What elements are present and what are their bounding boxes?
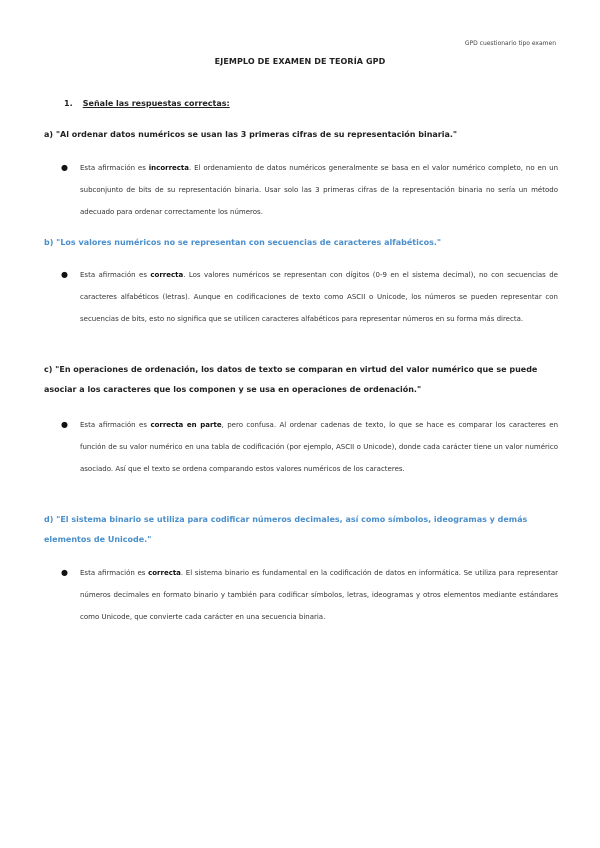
answer-c-key: correcta en parte — [150, 421, 222, 429]
answer-c-pre: Esta afirmación es — [80, 421, 151, 429]
bullet-icon: ● — [61, 163, 68, 172]
bullet-icon: ● — [61, 420, 68, 429]
answer-a-key: incorrecta — [148, 164, 189, 172]
question-c: c) "En operaciones de ordenación, los datos de texto se comparan en virtud del valor numérico que se puede asociar a los caracteres que los componen y se usa en operaciones de ordenación." — [44, 365, 538, 394]
answer-d — [61, 562, 558, 628]
answer-b-key: correcta — [150, 271, 184, 279]
bullet-icon: ● — [61, 568, 68, 577]
answer-a-post: . El ordenamiento de datos numéricos generalmente se basa en el valor numérico completo, no en un subconjunto de bits de su representación binaria. Usar solo las 3 primeras cifras de la representación binaria no sería un método adecuado para ordenar correctamente los números. — [80, 164, 559, 216]
question-d: d) "El sistema binario se utiliza para codificar números decimales, así como símbolos, ideogramas y demás elementos de Unicode." — [44, 515, 528, 544]
section-heading — [64, 99, 230, 108]
question-b: b) "Los valores numéricos no se representan con secuencias de caracteres alfabéticos." — [44, 238, 442, 247]
bullet-icon: ● — [61, 270, 68, 279]
page-title: EJEMPLO DE EXAMEN DE TEORÍA GPD — [214, 57, 386, 66]
answer-a — [61, 157, 559, 223]
answer-d-post: . El sistema binario es fundamental en la codificación de datos en informática. Se utiliza para representar números decimales en formato binario y también para codificar símbolos, letras, ideogramas y otros elementos mediante estándares como Unicode, que convierte cada carácter en una secuencia binaria. — [80, 569, 558, 621]
section-label: Señale las respuestas correctas: — [82, 99, 230, 108]
answer-a-pre: Esta afirmación es — [80, 164, 149, 172]
question-a: a) "Al ordenar datos numéricos se usan las 3 primeras cifras de su representación binaria." — [44, 130, 458, 139]
answer-b — [61, 264, 558, 330]
answer-c — [61, 414, 559, 480]
answer-c-post: , pero confusa. Al ordenar cadenas de texto, lo que se hace es comparar los caracteres en función de su valor numérico en una tabla de codificación (por ejemplo, ASCII o Unicode), donde cada carácter tiene un valor numérico asociado. Así que el texto se ordena comparando estos valores numéricos de los caracteres. — [80, 421, 559, 473]
answer-b-pre: Esta afirmación es — [80, 271, 151, 279]
answer-b-post: . Los valores numéricos se representan con dígitos (0-9 en el sistema decimal), no con secuencias de caracteres alfabéticos (letras). Aunque en codificaciones de texto como ASCII o Unicode, los números se pueden representar con secuencias de bits, esto no significa que se utilicen caracteres alfabéticos para representar números en su forma más directa. — [80, 271, 558, 323]
answer-d-pre: Esta afirmación es — [80, 569, 149, 577]
header-doc-label: GPD cuestionario tipo examen — [464, 40, 556, 47]
section-number: 1. — [64, 99, 73, 108]
answer-d-key: correcta — [148, 569, 181, 577]
